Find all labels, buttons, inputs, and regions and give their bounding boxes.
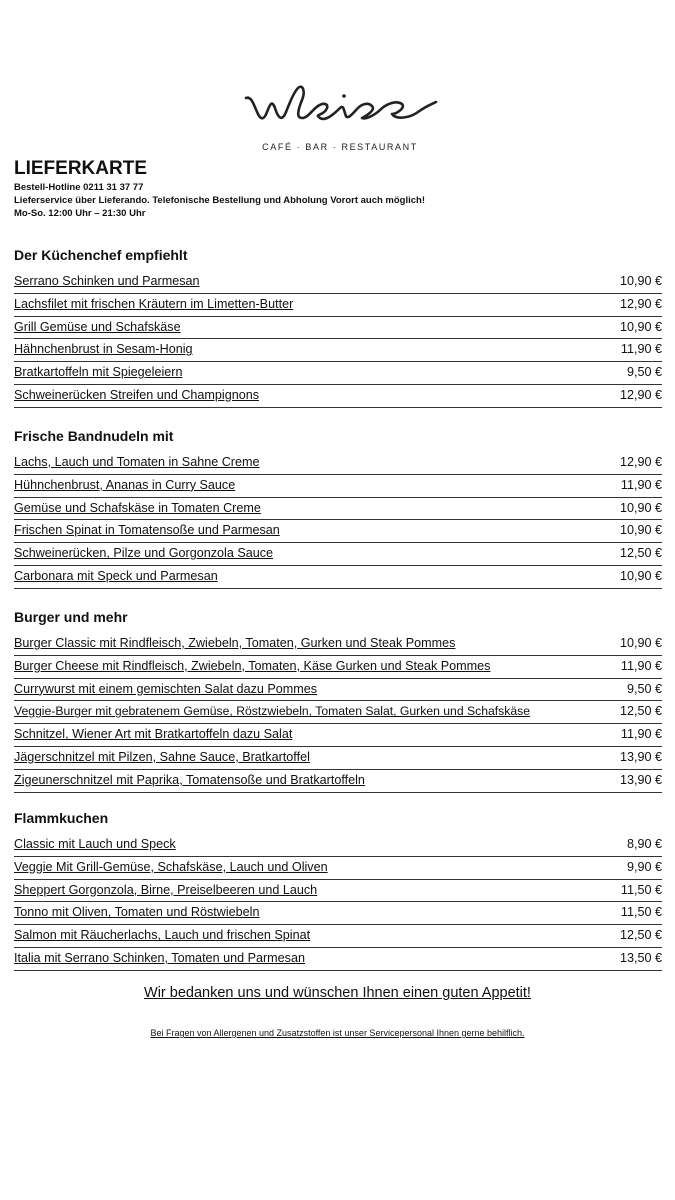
menu-item-row xyxy=(14,475,662,498)
menu-item-row xyxy=(14,770,662,793)
item-name: Veggie Mit Grill-Gemüse, Schafskäse, Lauch und Oliven xyxy=(14,859,328,874)
item-name: Salmon mit Räucherlachs, Lauch und frischen Spinat xyxy=(14,928,311,943)
item-price: 11,90 € xyxy=(620,727,662,742)
item-price: 12,90 € xyxy=(619,455,662,469)
item-price: 13,50 € xyxy=(619,950,662,965)
item-price: 12,90 € xyxy=(619,296,662,311)
item-name: Serrano Schinken und Parmesan xyxy=(14,274,200,288)
allergen-note: Bei Fragen von Allergenen und Zusatzstoffen ist unser Servicepersonal Ihnen gerne behilflich. xyxy=(150,1028,525,1038)
item-price: 10,90 € xyxy=(619,568,662,583)
item-price: 12,50 € xyxy=(619,704,662,719)
item-price: 12,50 € xyxy=(619,546,662,561)
menu-item-row xyxy=(14,857,662,880)
item-price: 11,50 € xyxy=(620,905,662,920)
item-price: 9,90 € xyxy=(626,859,662,874)
menu-item-row xyxy=(14,701,662,724)
item-price: 10,90 € xyxy=(619,500,662,515)
menu-item-row xyxy=(14,656,662,679)
item-price: 13,90 € xyxy=(619,772,662,787)
item-name: Schnitzel, Wiener Art mit Bratkartoffeln dazu Salat xyxy=(14,727,293,742)
item-name: Jägerschnitzel mit Pilzen, Sahne Sauce, Bratkartoffel xyxy=(14,749,310,764)
item-name: Sheppert Gorgonzola, Birne, Preiselbeeren und Lauch xyxy=(14,882,318,897)
item-price: 9,50 € xyxy=(626,365,662,380)
item-price: 10,90 € xyxy=(619,523,662,538)
item-price: 11,90 € xyxy=(620,658,662,673)
item-name: Classic mit Lauch und Speck xyxy=(14,837,176,851)
section-bandnudeln xyxy=(14,426,662,589)
menu-item-row xyxy=(14,724,662,747)
menu-item-row xyxy=(14,948,662,971)
page-title: LIEFERKARTE xyxy=(14,158,147,179)
item-price: 10,90 € xyxy=(619,319,662,334)
item-price: 8,90 € xyxy=(626,837,662,851)
item-name: Zigeunerschnitzel mit Paprika, Tomatensoße und Bratkartoffeln xyxy=(14,772,365,787)
section-title: Der Küchenchef empfiehlt xyxy=(14,247,188,263)
menu-item-row xyxy=(14,362,662,385)
section-title: Flammkuchen xyxy=(14,810,109,826)
menu-item-row xyxy=(14,452,662,475)
menu-item-row xyxy=(14,294,662,317)
menu-item-row xyxy=(14,880,662,903)
menu-item-row xyxy=(14,902,662,925)
item-name: Lachs, Lauch und Tomaten in Sahne Creme xyxy=(14,455,260,469)
item-name: Schweinerücken Streifen und Champignons xyxy=(14,387,260,402)
section-title: Frische Bandnudeln mit xyxy=(14,428,174,444)
item-name: Burger Cheese mit Rindfleisch, Zwiebeln, Tomaten, Käse Gurken und Steak Pommes xyxy=(14,658,491,673)
item-price: 13,90 € xyxy=(619,749,662,764)
item-name: Frischen Spinat in Tomatensoße und Parmesan xyxy=(14,523,280,538)
menu-item-row xyxy=(14,317,662,340)
menu-item-row xyxy=(14,385,662,408)
menu-item-row xyxy=(14,679,662,702)
item-price: 11,90 € xyxy=(620,477,662,492)
menu-header xyxy=(14,157,425,220)
item-name: Gemüse und Schafskäse in Tomaten Creme xyxy=(14,500,261,515)
item-name: Bratkartoffeln mit Spiegeleiern xyxy=(14,365,183,380)
opening-hours: Mo-So. 12:00 Uhr – 21:30 Uhr xyxy=(14,208,146,219)
item-name: Carbonara mit Speck und Parmesan xyxy=(14,568,218,583)
item-price: 11,90 € xyxy=(620,342,662,357)
weise-wordmark-logo xyxy=(240,78,440,138)
item-name: Veggie-Burger mit gebratenem Gemüse, Röstzwiebeln, Tomaten Salat, Gurken und Schafskäse xyxy=(14,704,530,719)
item-name: Tonno mit Oliven, Tomaten und Röstwiebeln xyxy=(14,905,260,920)
order-hotline: Bestell-Hotline 0211 31 37 77 xyxy=(14,182,144,193)
menu-item-row xyxy=(14,520,662,543)
section-flammkuchen xyxy=(14,808,662,971)
item-name: Hühnchenbrust, Ananas in Curry Sauce xyxy=(14,477,236,492)
item-name: Currywurst mit einem gemischten Salat dazu Pommes xyxy=(14,681,318,696)
item-name: Burger Classic mit Rindfleisch, Zwiebeln, Tomaten, Gurken und Steak Pommes xyxy=(14,636,456,650)
delivery-service-info: Lieferservice über Lieferando. Telefonische Bestellung und Abholung Vorort auch möglich! xyxy=(14,195,426,206)
restaurant-logo xyxy=(240,78,440,158)
menu-item-row xyxy=(14,925,662,948)
menu-item-row xyxy=(14,543,662,566)
item-price: 10,90 € xyxy=(619,274,662,288)
section-burger xyxy=(14,607,662,793)
item-name: Schweinerücken, Pilze und Gorgonzola Sauce xyxy=(14,546,274,561)
item-name: Grill Gemüse und Schafskäse xyxy=(14,319,181,334)
menu-item-row xyxy=(14,566,662,589)
item-name: Italia mit Serrano Schinken, Tomaten und Parmesan xyxy=(14,950,305,965)
item-price: 9,50 € xyxy=(626,681,662,696)
item-price: 10,90 € xyxy=(619,636,662,650)
logo-tagline: CAFÉ · BAR · RESTAURANT xyxy=(262,142,418,152)
thank-you-message: Wir bedanken uns und wünschen Ihnen einen guten Appetit! xyxy=(144,985,531,1001)
item-price: 11,50 € xyxy=(620,882,662,897)
menu-item-row xyxy=(14,747,662,770)
section-kuechenchef xyxy=(14,245,662,408)
menu-item-row xyxy=(14,834,662,857)
item-name: Hähnchenbrust in Sesam-Honig xyxy=(14,342,193,357)
menu-item-row xyxy=(14,633,662,656)
menu-item-row xyxy=(14,339,662,362)
menu-item-row xyxy=(14,498,662,521)
item-name: Lachsfilet mit frischen Kräutern im Limetten-Butter xyxy=(14,296,294,311)
item-price: 12,90 € xyxy=(619,387,662,402)
section-title: Burger und mehr xyxy=(14,609,128,625)
menu-item-row xyxy=(14,271,662,294)
item-price: 12,50 € xyxy=(619,928,662,943)
